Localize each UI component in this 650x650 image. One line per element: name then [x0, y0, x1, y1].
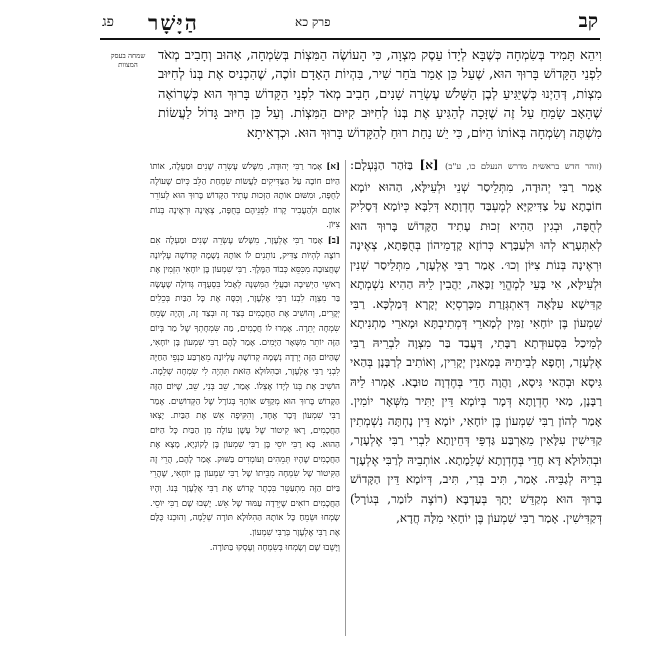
translation-paragraph	[150, 160, 340, 233]
aramaic-column	[350, 156, 602, 640]
translation-paragraph	[150, 234, 340, 540]
translation-paragraph	[150, 541, 340, 556]
folio-number: פג	[102, 14, 114, 30]
paragraph-label: [א]	[326, 162, 340, 172]
book-title: הַיָּשָׁר	[148, 10, 199, 35]
source-reference: (זוהר חדש בראשית מדרש הנעלם כו, ע"ב)	[445, 162, 602, 172]
margin-note: שמחה בעסק המצוות	[110, 52, 146, 69]
column-divider	[345, 160, 346, 636]
paragraph-label: [א]	[419, 158, 439, 172]
aramaic-text: בַּזֹּהַר הַנֶּעְלָם: אָמַר רַבִּי יְהוּדָה, מִתְּלֵיסַר שְׁנֵי וּלְעֵילָּא, הַהוּא יוֹמָא חוֹבָתָא עַל צַדִּיקַיָּא לְמֶעְבַּד חֶדְוָתָא דְּלִבָּא כְּיוֹמָא דְּסָלִיק לְחֻפָּה, וּבְגִין הַהִיא זְכוּת עָתִיד הַקָּדוֹשׁ בָּרוּךְ הוּא לְאִתְּעָרָא לְהוּ וּלְעַבָּרָא כְּרוֹזָא קָדָמֵיהוֹן בְּחֻפָּתָא, צְאֶינָה וּרְאֶינָה בְּנוֹת צִיּוֹן וְכוּ׳. אָמַר רַבִּי אֶלְעָזָר, מִתְּלֵיסַר שְׁנִין וּלְעֵילָּא, אִי בָּעֵי לְמֶהֱוֵי זַכָּאָה, יַהֲבִין לֵיהּ הַהִיא נִשְׁמְתָא קַדִּישָׁא עִלָּאָה דְּאִתְגְּזָרַת מִכָּרְסְיָא יְקָרָא דְּמַלְכָּא. רַבִּי שִׁמְעוֹן בֶּן יוֹחָאִי זַמִּין לְמָארֵי דְּמְתִיבְתָּא וּמָארֵי מַתְנִיתָא לְמֵיכַל בִּסְעוּדְתָא רַבָּתִי, דַּעֲבַד בַּר מִצְוָה לִבְרֵיהּ רַבִּי אֶלְעָזָר, וְחָפָא לְבֵיתֵיהּ בְּמָאנִין יְקָרִין, וְאוֹתִיב לְרַבָּנָן בְּהַאי גִּיסָא וּבְהַאי גִּיסָא, וַהֲוָה חָדֵי בְּחֶדְוָה טוּבָא. אָמְרוּ לֵיהּ רַבָּנָן, מַאי חֶדְוָתָא דְּמָר בְּיוֹמָא דֵּין יַתִּיר מִשְּׁאָר יוֹמִין. אָמַר לְהוֹן רַבִּי שִׁמְעוֹן בֶּן יוֹחָאִי, יוֹמָא דֵּין נָחְתָּה נִשְׁמְתִין קַדִּישִׁין עִלָּאִין מֵאַרְבַּע גַּדְפֵּי דְּחֵיוָתָא לִבְרִי רַבִּי אֶלְעָזָר, וּבְהִלּוּלָא דָּא חֲדֵי בְּחֶדְוָתָא שְׁלֵמָתָא. אוֹתְבֵיהּ לְרַבִּי אֶלְעָזָר בְּרֵיהּ לְגַבֵּיהּ. אָמַר, תִּיב בְּרִי, תִּיב, דְּיוֹמָא דֵּין הַקָּדוֹשׁ בָּרוּךְ הוּא מְקַדֵּשׁ יָתָךְ בְּעַדְבָּא (רוֹצֶה לוֹמַר, בְּגוֹרָל) דְּקַדִּישִׁין. אָמַר רַבִּי שִׁמְעוֹן בֶּן יוֹחָאִי מִלָּה חֲדָא,	[350, 158, 602, 525]
aramaic-paragraph	[350, 156, 602, 529]
chapter-label: פרק כא	[295, 15, 331, 29]
intro-text	[158, 46, 602, 143]
translation-text: אָמַר רַבִּי אֶלְעָזָר, מִשָּׁלשׁ עֶשְׂרֵה שָׁנִים וּמַעְלָה אִם רוֹצֶה לְהְיוֹת צַדִּיק, נוֹתְנִים לוֹ אוֹתָהּ נְשָׁמָה קְדוֹשָׁה עֶלְיוֹנָה שֶׁחֲצוּבָה מִכִּסֵּא כְּבוֹד הַמֶּלֶךְ. רַבִּי שִׁמְעוֹן בֶּן יוֹחָאִי הִזְמִין אֶת רָאשֵׁי הַיְשִׁיבָה וּבַעֲלֵי הַמִּשְׁנָה לְאָכֹל בִּסְעֻדָּה גְּדוֹלָה שֶׁעָשָׂה בַּר מִצְוָה לִבְנוֹ רַבִּי אֶלְעָזָר, וְכִסָּה אֶת כָּל הַבַּיִת בְּכֵלִים יְקָרִים, וְהוֹשִׁיב אֶת הַחֲכָמִים בְּצַד זֶה וּבְצַד זֶה, וְהָיָה שָׂמֵחַ שִׂמְחָה יְתֵרָה. אָמְרוּ לוֹ חֲכָמִים, מַה שִּׂמְחָתְךָ שֶׁל מַר בְּיוֹם הַזֶּה יוֹתֵר מִשְּׁאָר הַיָּמִים. אָמַר לָהֶם רַבִּי שִׁמְעוֹן בֶּן יוֹחָאִי, שֶׁהַיּוֹם הַזֶּה יָרְדָה נְשָׁמָה קְדוֹשָׁה עֶלְיוֹנָה מֵאַרְבַּע כַּנְפֵי הַחַיָּה לִבְנִי רַבִּי אֶלְעָזָר, וּבַהִלּוּלָא הַזֹּאת תִּהְיֶה לִי שִׂמְחָה שְׁלֵמָה. הוֹשִׁיב אֶת בְּנוֹ לְיָדוֹ אֶצְלוֹ. אָמַר, שֵׁב בְּנִי, שֵׁב, שֶׁיּוֹם הַזֶּה הַקָּדוֹשׁ בָּרוּךְ הוּא מְקַדֵּשׁ אוֹתְךָ בְּגוֹרָל שֶׁל הַקְּדוֹשִׁים. אָמַר רַבִּי שִׁמְעוֹן דָּבָר אֶחָד, וְהִקִּיפָה אֵשׁ אֶת הַבַּיִת. יָצְאוּ הַחֲכָמִים, רָאוּ קִיטוֹר שֶׁל עָשָׁן עוֹלֶה מִן הַבַּיִת כָּל הַיּוֹם הַהוּא. בָּא רַבִּי יוֹסֵי בֶּן רַבִּי שִׁמְעוֹן בֶּן לָקוֹנְיָא, מָצָא אֶת הַחֲכָמִים שֶׁהָיוּ תְּמֵהִים וְעוֹמְדִים בַּשּׁוּק. אָמַר לָהֶם, הֲרֵי זֶה הַקִּיטוֹר שֶׁל שִׂמְחָה מִבֵּיתוֹ שֶׁל רַבִּי שִׁמְעוֹן בֶּן יוֹחָאִי, שֶׁהֲרֵי בַּיּוֹם הַזֶּה מִתְעַטֵּר בִּכְתֶר קָדוֹשׁ אֶת רַבִּי אֶלְעָזָר בְּנוֹ. וְהָיוּ הַחֲכָמִים רוֹאִים שֶׁיְּרֵדָה עַמּוּד שֶׁל אֵשׁ. יָשְׁבוּ שָׁם רַבִּי יוֹסֵי. שָׂמְחוּ וּשְׂמֵחַ כָּל אוֹתָהּ הַהִלּוּלָא תּוֹרָה שְׁלֵמָה, וְהוּכְנוּ כֻּלָּם אֶת רַבִּי אֶלְעָזָר בְּרַבִּי שִׁמְעוֹן.	[150, 235, 340, 538]
translation-column	[150, 160, 340, 640]
translation-text: וְיָשְׁבוּ שָׁם וְשָׂמְחוּ בְּשִׂמְחָה וְעָסְקוּ בַּתּוֹרָה.	[209, 543, 340, 554]
page-number: קב	[578, 10, 598, 32]
paragraph-label: [ב]	[327, 235, 340, 246]
page-header	[100, 8, 600, 40]
translation-text: אָמַר רַבִּי יְהוּדָה, מִשָּׁלשׁ עֶשְׂרֵה שָׁנִים וּמַעְלָה, אוֹתוֹ הַיּוֹם חוֹבָה עַל הַצַּדִּיקִים לַעֲשׂוֹת שִׂמְחַת הַלֵּב כְּיוֹם שֶׁעוֹלֶה לַחֻפָּה, וּמִשּׁוּם אוֹתָהּ הַזְּכוּת עָתִיד הַקָּדוֹשׁ בָּרוּךְ הוּא לְעוֹרֵר אוֹתָם וּלְהַעֲבִיר קָרוֹז לִפְנֵיהֶם בְּחֻפָּה, צְאֶינָה וּרְאֶינָה בְּנוֹת צִיּוֹן.	[150, 162, 340, 231]
intro-paragraph: וִיהֵא תָּמִיד בְּשִׂמְחָה כְּשֶׁבָּא לְיָדוֹ עֵסֶק מִצְוָה, כִּי הָעוֹשֶׂה הַמִּצְוֹת בְּשִׂמְחָה, אָהוּב וְחָבִיב מְאֹד לִפְנֵי הַקָּדוֹשׁ בָּרוּךְ הוּא, שֶׁעַל כֵּן אָמַר בֹּחֵר שִׁיר, בִּהְיוֹת הָאָדָם זוֹכֶה, שֶׁהִכְנִיס אֶת בְּנוֹ לְחִיּוּב מִצְוֹת, דְּהַיְנוּ כְּשֶׁיַּגִּיעַ לְבֶן הַשָּׁלשׁ עֶשְׂרֵה שָׁנִים, חָבִיב מְאֹד לִפְנֵי הַקָּדוֹשׁ בָּרוּךְ הוּא כְּשֶׁרוֹאֶה שֶׁהָאָב שָׂמֵחַ עַל זֶה שֶׁזָּכָה לְהַגִּיעַ אֶת בְּנוֹ לְחִיּוּב קִיּוּם הַמִּצְוֹת. וְעַל כֵּן חִיּוּב גָּדוֹל לַעֲשׂוֹת מִשְׁתֶּה וְשִׂמְחָה בְּאוֹתוֹ הַיּוֹם, כִּי יֵשׁ נַחַת רוּחַ לְהַקָּדוֹשׁ בָּרוּךְ הוּא. וּכְדְאִיתָא	[158, 48, 602, 141]
